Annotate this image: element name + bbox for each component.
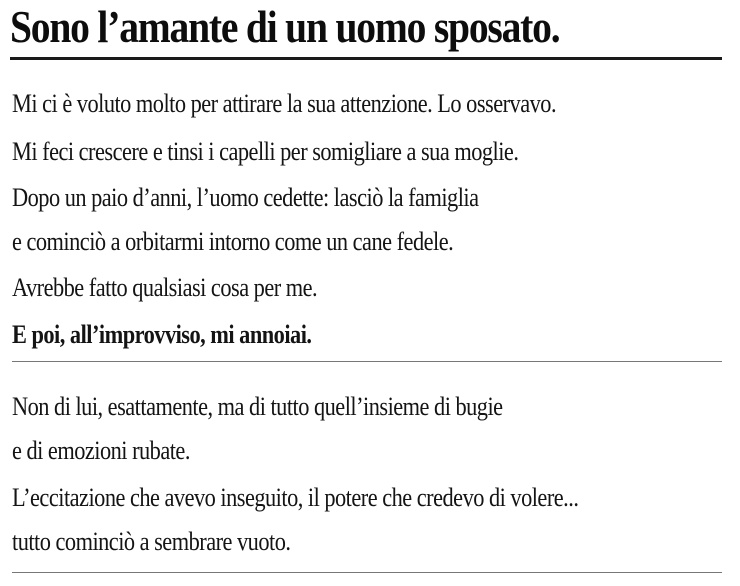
article-title: Sono l’amante di un uomo sposato. [10, 1, 560, 52]
section-divider [12, 572, 722, 573]
section-divider [12, 361, 722, 362]
emphasis-line: E poi, all’improvviso, mi annoiai. [12, 320, 312, 349]
text-line: e cominciò a orbitarmi intorno come un cane fedele. [12, 227, 454, 256]
text-line: Non di lui, esattamente, ma di tutto quell’insieme di bugie [12, 392, 503, 421]
text-line: Mi feci crescere e tinsi i capelli per somigliare a sua moglie. [12, 137, 519, 166]
text-line: Mi ci è voluto molto per attirare la sua attenzione. Lo osservavo. [12, 89, 557, 118]
text-line: Avrebbe fatto qualsiasi cosa per me. [12, 273, 318, 302]
text-line: L’eccitazione che avevo inseguito, il potere che credevo di volere... [12, 483, 579, 512]
text-line: e di emozioni rubate. [12, 436, 190, 465]
title-underline [10, 57, 722, 60]
text-line: tutto cominciò a sembrare vuoto. [12, 527, 291, 556]
text-line: Dopo un paio d’anni, l’uomo cedette: lasciò la famiglia [12, 183, 479, 212]
